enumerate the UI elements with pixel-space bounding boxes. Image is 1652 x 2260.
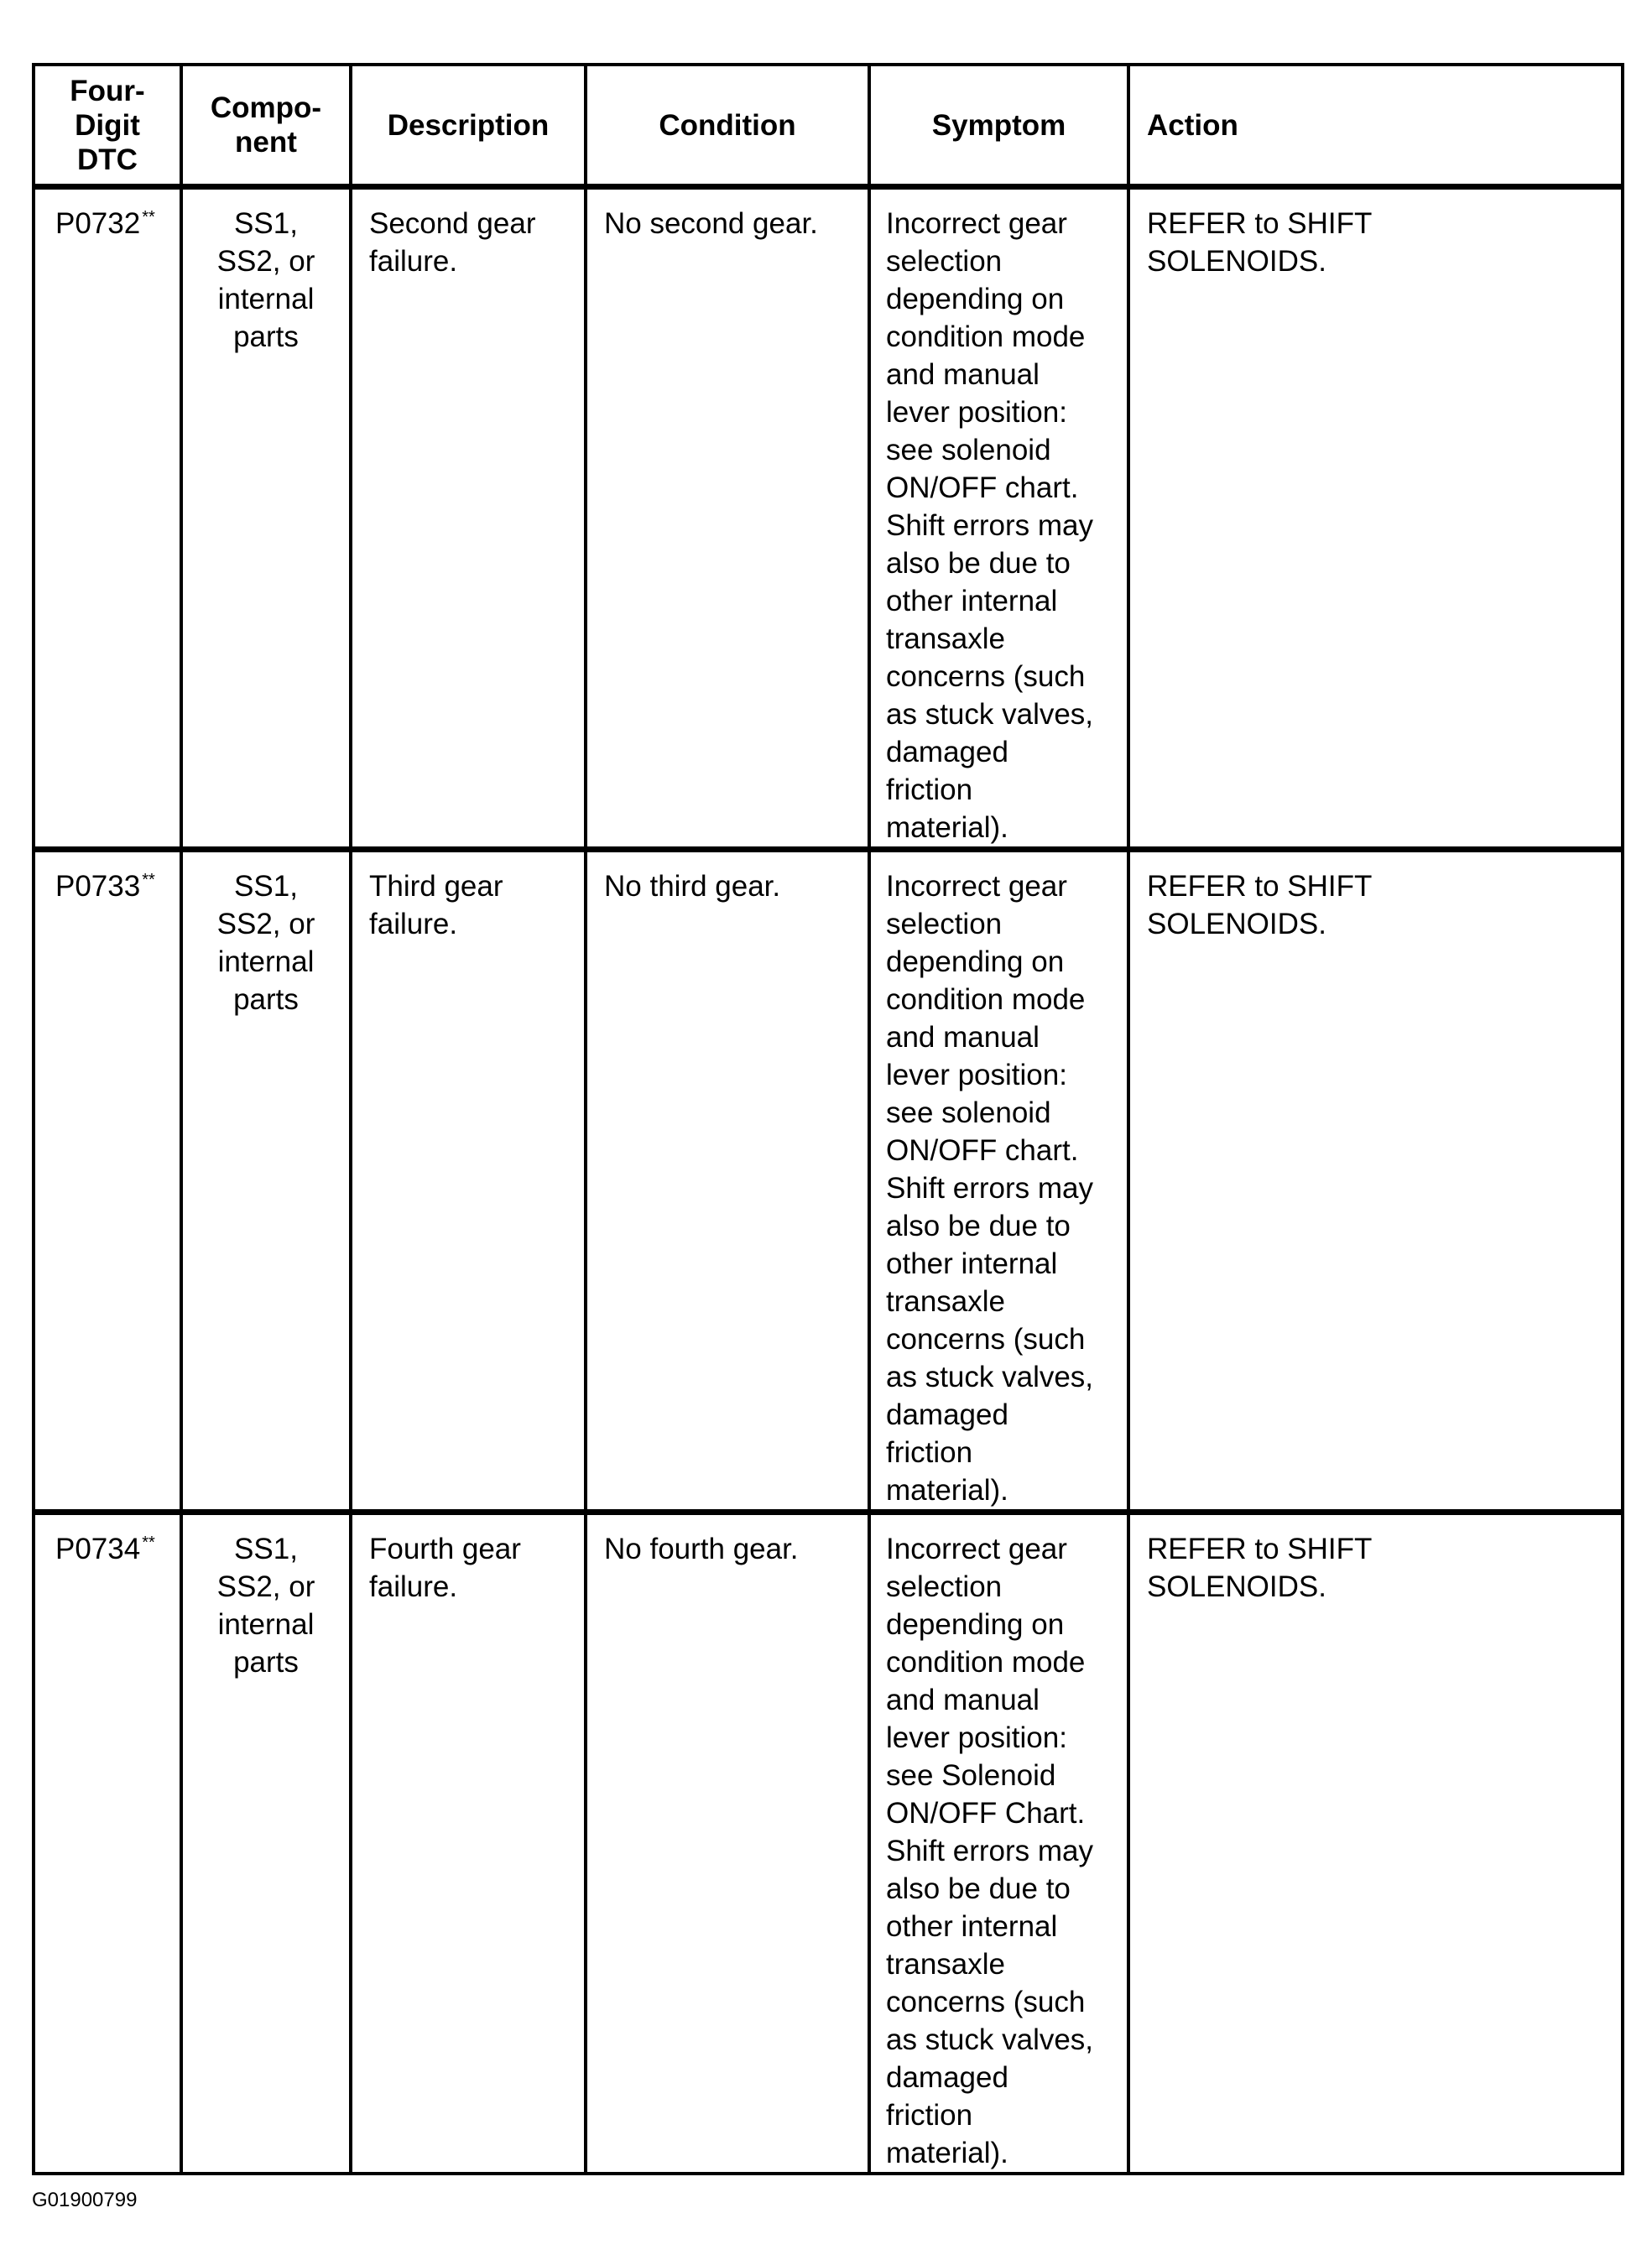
- condition-text: No fourth gear.: [604, 1533, 799, 1565]
- cell-text: [1147, 108, 1613, 143]
- table-row: [34, 1513, 1623, 2174]
- action-cell: [1128, 1513, 1623, 2174]
- text-line: concerns (such: [886, 660, 1086, 693]
- text-line: selection: [886, 1570, 1003, 1603]
- text-line: depending on: [886, 945, 1065, 978]
- text-line: failure.: [369, 908, 458, 940]
- text-line: Incorrect gear: [886, 870, 1067, 903]
- table-row: [34, 187, 1623, 850]
- text-line: damaged: [886, 2061, 1008, 2094]
- cell-text: [369, 1530, 576, 1606]
- condition-text: No second gear.: [604, 207, 818, 240]
- text-line: other internal: [886, 1247, 1058, 1280]
- condition-cell: [586, 850, 869, 1513]
- text-line: REFER to SHIFT: [1147, 870, 1373, 903]
- text-line: Second gear: [369, 207, 536, 240]
- text-line: transaxle: [886, 622, 1006, 655]
- text-line: material).: [886, 2137, 1008, 2169]
- text-line: SS1,: [234, 207, 298, 240]
- text-line: depending on: [886, 1608, 1065, 1641]
- cell-text: [886, 205, 1118, 846]
- description-cell: [351, 850, 586, 1513]
- text-line: concerns (such: [886, 1986, 1086, 2018]
- text-line: also be due to: [886, 1872, 1071, 1905]
- dtc-code-cell: [34, 850, 181, 1513]
- component-cell: [181, 187, 351, 850]
- table-body: [34, 187, 1623, 2174]
- text-line: other internal: [886, 1910, 1058, 1943]
- dtc-code-cell: [34, 187, 181, 850]
- cell-text: [879, 108, 1118, 143]
- table-row: [34, 850, 1623, 1513]
- text-line: see solenoid: [886, 1096, 1051, 1129]
- cell-text: [369, 867, 576, 943]
- cell-text: [191, 91, 341, 159]
- cell-text: [1147, 1530, 1613, 1606]
- text-line: lever position:: [886, 396, 1067, 429]
- figure-code: G01900799: [32, 2189, 138, 2211]
- text-line: transaxle: [886, 1948, 1006, 1981]
- text-line: Digit: [75, 108, 140, 142]
- text-line: friction: [886, 1436, 973, 1469]
- table-header: [34, 65, 1623, 187]
- dtc-code: P0733: [55, 870, 141, 903]
- text-line: Fourth gear: [369, 1533, 521, 1565]
- text-line: Description: [387, 108, 550, 142]
- text-line: as stuck valves,: [886, 698, 1094, 731]
- cell-text: [44, 74, 171, 177]
- text-line: nent: [235, 126, 297, 159]
- text-line: SS2, or: [216, 1570, 315, 1603]
- text-line: Symptom: [931, 108, 1066, 142]
- text-line: SOLENOIDS.: [1147, 1570, 1326, 1603]
- text-line: failure.: [369, 1570, 458, 1603]
- cell-text: [190, 205, 342, 356]
- text-line: REFER to SHIFT: [1147, 1533, 1373, 1565]
- text-line: internal: [217, 1608, 315, 1641]
- text-line: and manual: [886, 358, 1040, 391]
- text-line: parts: [233, 983, 299, 1016]
- text-line: see Solenoid: [886, 1759, 1056, 1792]
- text-line: as stuck valves,: [886, 1361, 1094, 1393]
- text-line: SS1,: [234, 870, 298, 903]
- text-line: other internal: [886, 585, 1058, 617]
- cell-text: [596, 108, 859, 143]
- text-line: friction: [886, 2099, 973, 2132]
- cell-text: [1147, 205, 1613, 280]
- text-line: Condition: [659, 108, 796, 142]
- text-line: condition mode: [886, 1646, 1086, 1679]
- dtc-footnote-mark: **: [142, 871, 155, 890]
- text-line: Third gear: [369, 870, 503, 903]
- text-line: Incorrect gear: [886, 207, 1067, 240]
- condition-cell: [586, 1513, 869, 2174]
- header-description: [351, 65, 586, 187]
- text-line: material).: [886, 1474, 1008, 1507]
- text-line: SOLENOIDS.: [1147, 908, 1326, 940]
- text-line: Action: [1147, 108, 1238, 142]
- text-line: lever position:: [886, 1721, 1067, 1754]
- text-line: Shift errors may: [886, 1172, 1093, 1205]
- dtc-footnote-mark: **: [142, 208, 155, 227]
- text-line: REFER to SHIFT: [1147, 207, 1373, 240]
- component-cell: [181, 850, 351, 1513]
- text-line: SOLENOIDS.: [1147, 245, 1326, 278]
- cell-text: [190, 867, 342, 1018]
- symptom-cell: [869, 850, 1128, 1513]
- text-line: condition mode: [886, 320, 1086, 353]
- text-line: selection: [886, 908, 1003, 940]
- cell-text: [1147, 867, 1613, 943]
- action-cell: [1128, 187, 1623, 850]
- text-line: Incorrect gear: [886, 1533, 1067, 1565]
- text-line: friction: [886, 773, 973, 806]
- dtc-table: [32, 63, 1624, 2175]
- dtc-code: P0734: [55, 1533, 141, 1565]
- text-line: condition mode: [886, 983, 1086, 1016]
- text-line: Compo-: [210, 91, 322, 124]
- text-line: parts: [233, 1646, 299, 1679]
- text-line: ON/OFF Chart.: [886, 1797, 1086, 1830]
- text-line: Shift errors may: [886, 1835, 1093, 1867]
- text-line: material).: [886, 811, 1008, 844]
- dtc-code: P0732: [55, 207, 141, 240]
- header-symptom: [869, 65, 1128, 187]
- header-dtc: [34, 65, 181, 187]
- text-line: failure.: [369, 245, 458, 278]
- action-cell: [1128, 850, 1623, 1513]
- text-line: also be due to: [886, 547, 1071, 580]
- cell-text: [369, 205, 576, 280]
- text-line: SS2, or: [216, 908, 315, 940]
- header-row: [34, 65, 1623, 187]
- text-line: Shift errors may: [886, 509, 1093, 542]
- component-cell: [181, 1513, 351, 2174]
- condition-cell: [586, 187, 869, 850]
- cell-text: [886, 867, 1118, 1509]
- header-component: [181, 65, 351, 187]
- text-line: parts: [233, 320, 299, 353]
- text-line: ON/OFF chart.: [886, 471, 1079, 504]
- text-line: damaged: [886, 736, 1008, 768]
- text-line: transaxle: [886, 1285, 1006, 1318]
- header-condition: [586, 65, 869, 187]
- symptom-cell: [869, 1513, 1128, 2174]
- text-line: see solenoid: [886, 434, 1051, 466]
- description-cell: [351, 1513, 586, 2174]
- text-line: and manual: [886, 1021, 1040, 1054]
- cell-text: [190, 1530, 342, 1681]
- text-line: depending on: [886, 283, 1065, 315]
- text-line: internal: [217, 283, 315, 315]
- text-line: SS2, or: [216, 245, 315, 278]
- dtc-footnote-mark: **: [142, 1534, 155, 1553]
- condition-text: No third gear.: [604, 870, 781, 903]
- cell-text: [361, 108, 576, 143]
- cell-text: [886, 1530, 1118, 2172]
- description-cell: [351, 187, 586, 850]
- text-line: internal: [217, 945, 315, 978]
- text-line: and manual: [886, 1684, 1040, 1716]
- text-line: as stuck valves,: [886, 2023, 1094, 2056]
- text-line: selection: [886, 245, 1003, 278]
- text-line: lever position:: [886, 1059, 1067, 1091]
- text-line: SS1,: [234, 1533, 298, 1565]
- dtc-code-cell: [34, 1513, 181, 2174]
- text-line: concerns (such: [886, 1323, 1086, 1356]
- header-action: [1128, 65, 1623, 187]
- text-line: ON/OFF chart.: [886, 1134, 1079, 1167]
- text-line: DTC: [77, 143, 138, 176]
- text-line: Four-: [70, 74, 145, 107]
- text-line: damaged: [886, 1398, 1008, 1431]
- text-line: also be due to: [886, 1210, 1071, 1242]
- symptom-cell: [869, 187, 1128, 850]
